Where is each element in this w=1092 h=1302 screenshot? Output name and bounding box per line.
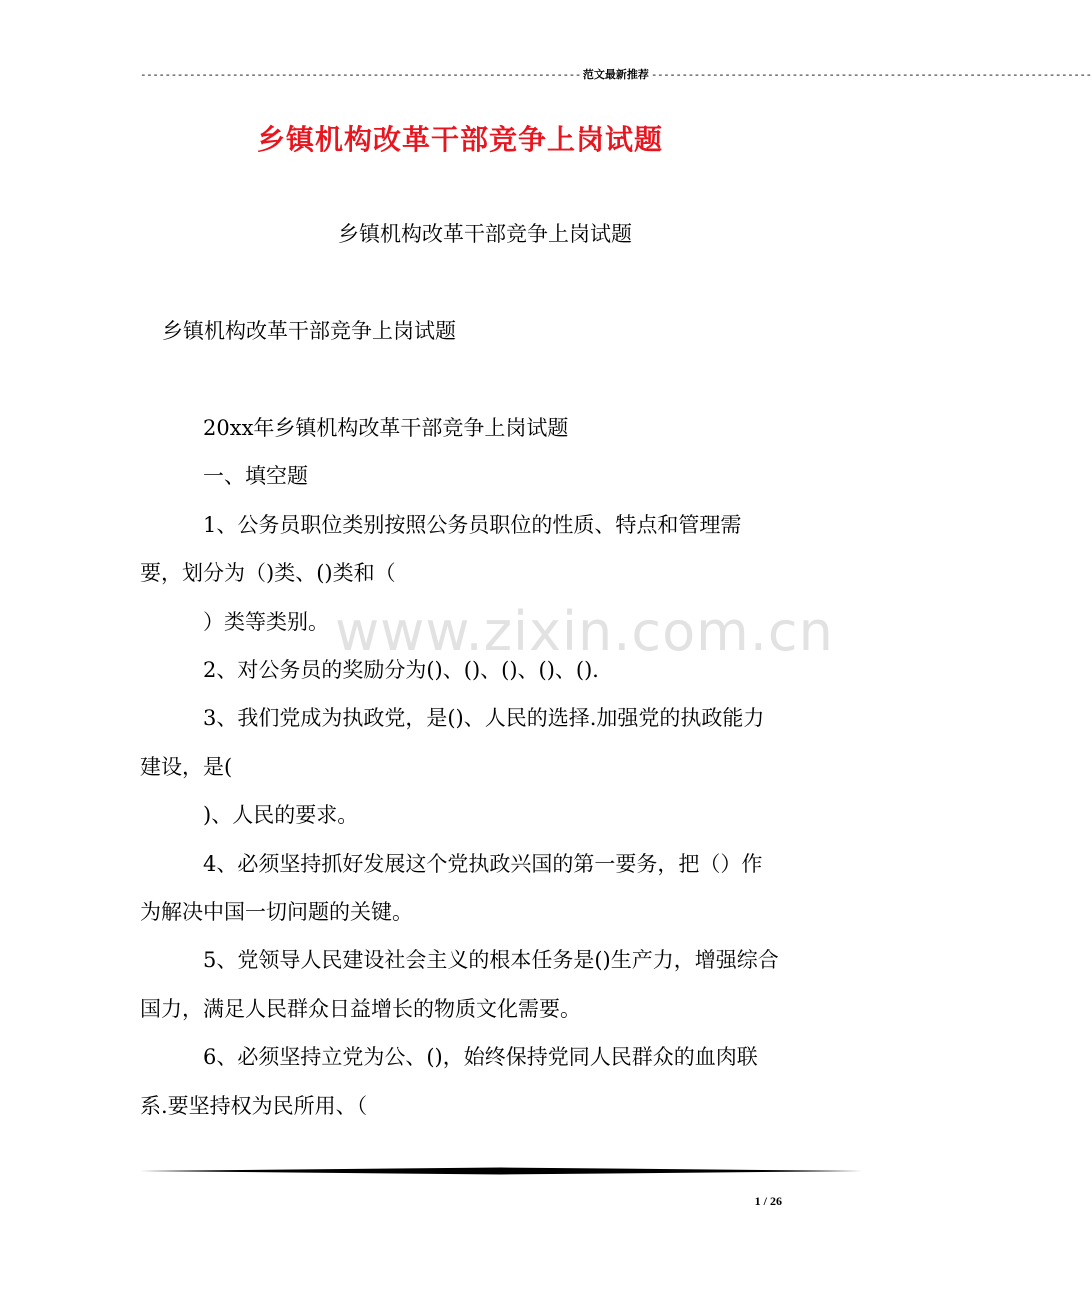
document-title: 乡镇机构改革干部竞争上岗试题 xyxy=(256,123,663,156)
question-2: 2、对公务员的奖励分为()、()、()、()、()． xyxy=(203,658,614,683)
paragraph: 20xx年乡镇机构改革干部竞争上岗试题 xyxy=(203,416,569,440)
question-3-continued: )、人民的要求。 xyxy=(203,803,359,828)
header-dashes-right: ------------------------------------------------------------------------ xyxy=(650,68,1092,81)
header-label: 范文最新推荐 xyxy=(582,68,649,81)
intro-title: 乡镇机构改革干部竞争上岗试题 xyxy=(162,319,456,343)
question-6: 6、必须坚持立党为公、()，始终保持党同人民群众的血肉联系.要坚持权为民所用、（ xyxy=(140,1045,758,1118)
watermark: www.zixin.com.cn xyxy=(335,600,834,663)
document-subtitle: 乡镇机构改革干部竞争上岗试题 xyxy=(338,222,632,246)
question-3: 3、我们党成为执政党，是()、人民的选择.加强党的执政能力建设，是( xyxy=(140,706,765,779)
question-4: 4、必须坚持抓好发展这个党执政兴国的第一要务，把（）作为解决中国一切问题的关键。 xyxy=(140,851,763,925)
document-body xyxy=(140,404,782,1130)
section-heading: 一、填空题 xyxy=(203,464,308,489)
footer-rule xyxy=(140,1166,862,1176)
question-1: 1、公务员职位类别按照公务员职位的性质、特点和管理需要，划分为（)类、()类和（ xyxy=(140,512,742,586)
page-number: 1 / 26 xyxy=(754,1194,782,1208)
page-header xyxy=(140,66,1092,82)
question-1-continued: ）类等类别。 xyxy=(203,609,329,634)
header-dashes-left: ------------------------------------------------------------------------ xyxy=(140,68,581,81)
question-5: 5、党领导人民建设社会主义的根本任务是()生产力，增强综合国力，满足人民群众日益增长的物质文化需要。 xyxy=(140,948,779,1021)
